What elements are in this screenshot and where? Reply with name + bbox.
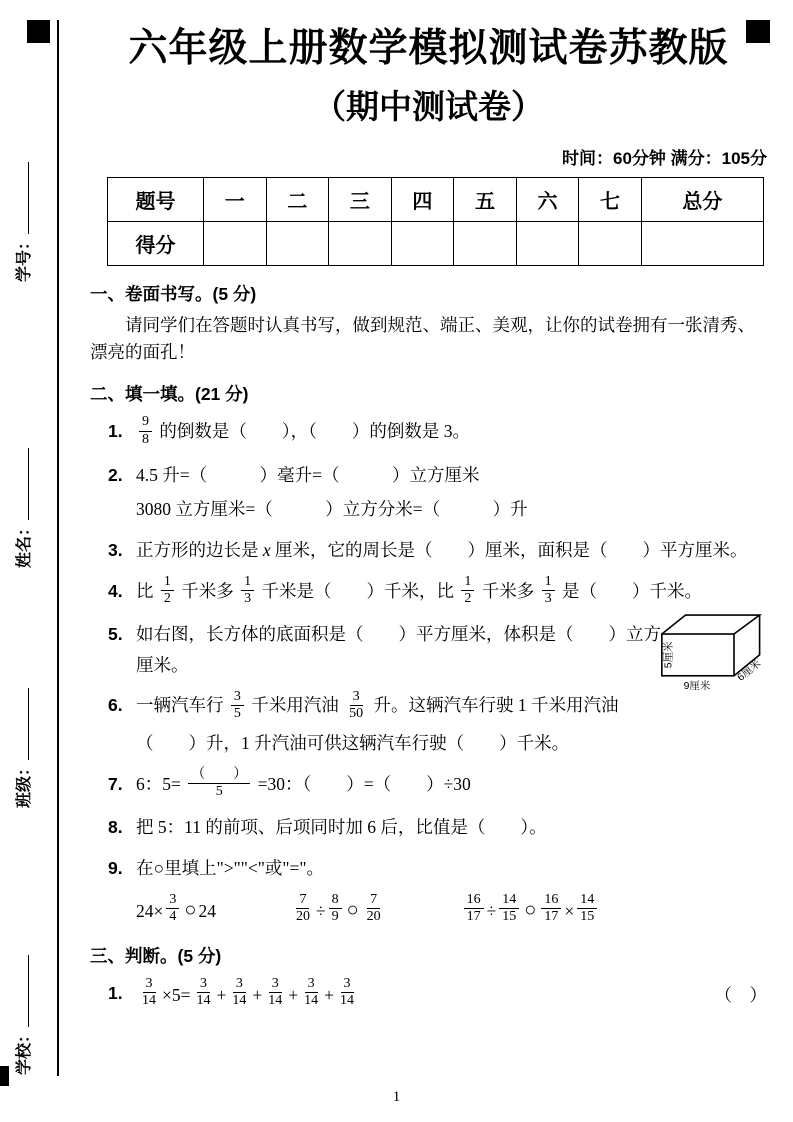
question-2-8 [90, 812, 767, 843]
expression-text: ×5= [162, 984, 191, 1005]
question-number: 1. [108, 983, 123, 1004]
question-2-5 [90, 619, 767, 693]
question-text-line2: 3080 立方厘米=（ ）立方分米=（ ）升 [136, 499, 528, 520]
question-text-line2: （ ）升，1 升汽油可供这辆汽车行驶（ ）千米。 [136, 732, 570, 753]
corner-mark-bottom-left [0, 1066, 9, 1086]
fraction: $\frac{3}{14}$ [232, 976, 247, 1009]
question-2-2 [90, 460, 767, 525]
col-2: 二 [266, 177, 329, 221]
page-subtitle: （期中测试卷） [313, 87, 544, 125]
fraction: $\frac{1}{3}$ [241, 574, 254, 607]
question-text-wrap [136, 619, 681, 680]
operator: + [288, 984, 299, 1005]
fraction: $\frac{3}{5}$ [231, 689, 244, 722]
student-name-field [11, 398, 33, 568]
question-text: 如右图，长方体的底面积是（ ）平方厘米，体积是（ ）立方 [136, 624, 661, 645]
col-6: 六 [516, 177, 579, 221]
question-number: 4. [108, 580, 123, 601]
col-1: 一 [204, 177, 267, 221]
student-id-label: 学号： [16, 233, 33, 282]
col-4: 四 [391, 177, 454, 221]
question-text: 升。这辆汽车行驶 1 千米用汽油 [373, 695, 619, 716]
question-text: =30：（ ）=（ ）÷30 [257, 773, 471, 794]
question-3-1 [90, 978, 767, 1011]
question-number-label: 题号 [108, 177, 204, 221]
school-label: 学校： [16, 1026, 33, 1075]
class-field [11, 638, 33, 808]
expression-text: 24 [198, 900, 216, 921]
question-2-6 [90, 690, 767, 758]
label-6cm: 6厘米 [735, 658, 764, 684]
score-cell [391, 221, 454, 265]
question-text: 千米多 [481, 580, 535, 601]
score-cell [266, 221, 329, 265]
fraction: $\frac{3}{14}$ [268, 976, 283, 1009]
compare-circle: ○ [524, 899, 537, 922]
fraction: $\frac{3}{14}$ [142, 976, 156, 1009]
class-blank [15, 688, 29, 760]
expression-3 [461, 893, 601, 928]
score-cell [641, 221, 763, 265]
page-number: 1 [392, 1089, 401, 1105]
question-text: 千米是（ ）千米，比 [261, 580, 454, 601]
main-content [90, 26, 767, 1022]
student-name-label: 姓名： [16, 519, 33, 568]
operator: + [252, 984, 263, 1005]
question-text: 千米用汽油 [251, 695, 339, 716]
question-text: 千米多 [181, 580, 234, 601]
score-table [107, 177, 764, 266]
col-3: 三 [329, 177, 392, 221]
question-number: 1. [108, 421, 123, 442]
seal-line [57, 20, 59, 1076]
question-text: 一辆汽车行 [136, 695, 224, 716]
student-id-field [11, 112, 33, 282]
fraction: $\frac{3}{4}$ [166, 892, 179, 925]
corner-mark-top-left [27, 20, 50, 43]
operator: ÷ [486, 900, 497, 921]
time-score-meta: 时间：60分钟 满分：105分 [562, 148, 767, 168]
col-5: 五 [454, 177, 517, 221]
expression [136, 978, 360, 1011]
label-9cm: 9厘米 [683, 681, 711, 693]
question-number: 9. [108, 857, 123, 878]
section1-heading: 一、卷面书写。(5 分) [90, 283, 257, 304]
student-name-blank [15, 448, 29, 520]
expression-1 [136, 893, 216, 928]
expression-2 [290, 893, 387, 928]
fraction: $\frac{( )}{5}$ [188, 767, 250, 800]
question-text: 在○里填上">""<"或"="。 [136, 857, 325, 878]
question-2-7 [90, 766, 767, 803]
label-5cm: 5厘米 [663, 641, 675, 669]
school-field [11, 905, 33, 1075]
question-2-1 [90, 416, 767, 450]
operator: + [216, 984, 227, 1005]
compare-circle: ○ [346, 899, 359, 922]
score-cell [579, 221, 642, 265]
class-label: 班级： [16, 759, 33, 808]
fraction: $\frac{3}{14}$ [340, 976, 354, 1009]
col-total: 总分 [641, 177, 763, 221]
fraction: $\frac{3}{50}$ [349, 688, 364, 721]
fraction: $\frac{1}{2}$ [461, 574, 474, 607]
question-2-3 [90, 535, 767, 566]
question-2-4 [90, 573, 767, 610]
question-text: 6：5= [136, 773, 181, 794]
page-title: 六年级上册数学模拟测试卷苏教版 [128, 27, 729, 70]
score-cell [454, 221, 517, 265]
operator: × [564, 900, 575, 921]
question-text: 是（ ）千米。 [562, 580, 702, 601]
question-2-9 [90, 853, 767, 929]
col-7: 七 [579, 177, 642, 221]
question-number: 7. [108, 773, 123, 794]
answer-blank: （ ） [714, 984, 767, 1005]
judge-expression [136, 978, 767, 1011]
fraction: $\frac{14}{15}$ [577, 892, 597, 925]
fraction: $\frac{1}{2}$ [161, 574, 174, 607]
score-table-header-row [108, 177, 764, 221]
operator: ÷ [315, 900, 326, 921]
score-cell [329, 221, 392, 265]
question-text: 的倒数是（ ），（ ）的倒数是 3。 [159, 421, 470, 442]
school-blank [15, 955, 29, 1027]
score-table-score-row [108, 221, 764, 265]
question-text: 厘米，它的周长是（ ）厘米，面积是（ ）平方厘米。 [270, 539, 748, 560]
section3-heading: 三、判断。(5 分) [90, 946, 222, 967]
question-number: 6. [108, 695, 123, 716]
fraction: $\frac{16}{17}$ [464, 892, 484, 925]
fraction: $\frac{7}{20}$ [295, 892, 310, 925]
fraction: $\frac{9}{8}$ [139, 414, 152, 447]
operator: + [324, 984, 334, 1005]
question-number: 5. [108, 624, 123, 645]
expression-text: 24× [136, 900, 164, 921]
score-cell [204, 221, 267, 265]
variable-x: x [262, 539, 271, 560]
question-number: 3. [108, 539, 123, 560]
question-text: 4.5 升=（ ）毫升=（ ）立方厘米 [136, 464, 480, 485]
score-label: 得分 [108, 221, 204, 265]
fraction: $\frac{7}{20}$ [366, 892, 381, 925]
question-text: 比 [136, 580, 154, 601]
fraction: $\frac{3}{14}$ [196, 976, 211, 1009]
question-text: 把 5：11 的前项、后项同时加 6 后，比值是（ ）。 [136, 817, 547, 838]
question-number: 8. [108, 817, 123, 838]
question-text: 厘米。 [136, 654, 189, 675]
question-number: 2. [108, 464, 123, 485]
section1-body: 请同学们在答题时认真书写，做到规范、端正、美观，让你的试卷拥有一张清秀、漂亮的面孔！ [90, 314, 755, 362]
cuboid-diagram [659, 607, 771, 699]
cuboid-figure [659, 607, 771, 699]
fraction: $\frac{1}{3}$ [542, 574, 555, 607]
section2-heading: 二、填一填。(21 分) [90, 384, 249, 405]
compare-circle: ○ [184, 899, 197, 922]
question-text: 正方形的边长是 [136, 539, 263, 560]
fraction: $\frac{16}{17}$ [541, 892, 561, 925]
fraction: $\frac{14}{15}$ [499, 892, 519, 925]
score-cell [516, 221, 579, 265]
fraction: $\frac{3}{14}$ [304, 976, 319, 1009]
fraction: $\frac{8}{9}$ [329, 892, 342, 925]
student-id-blank [15, 162, 29, 234]
comparison-expressions [136, 893, 767, 928]
